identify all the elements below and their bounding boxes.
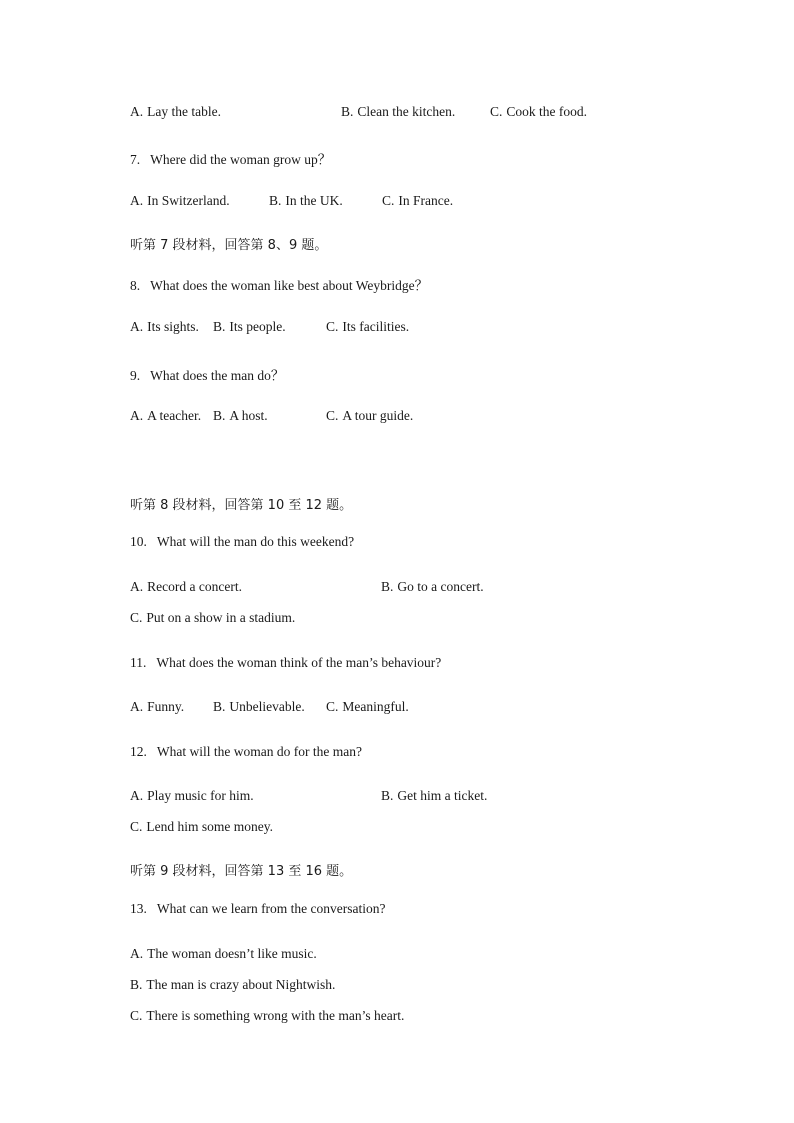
option-c (130, 819, 273, 835)
option-text: Get him a ticket. (397, 788, 488, 803)
option-letter: A. (130, 104, 144, 119)
option-letter: A. (130, 193, 144, 208)
question-10 (130, 534, 354, 550)
option-b (213, 699, 305, 715)
option-c (130, 610, 295, 626)
option-letter: A. (130, 319, 144, 334)
option-text: Lay the table. (147, 104, 221, 119)
option-text: Cook the food. (506, 104, 588, 119)
option-text: Play music for him. (147, 788, 254, 803)
option-text: Meaningful. (342, 699, 409, 714)
option-letter: A. (130, 788, 144, 803)
option-text: There is something wrong with the man’s heart. (146, 1008, 405, 1023)
option-letter: B. (381, 788, 394, 803)
option-b (341, 104, 455, 120)
option-letter: C. (130, 819, 143, 834)
option-b (381, 788, 487, 804)
option-text: A teacher. (147, 408, 202, 423)
option-letter: C. (326, 699, 339, 714)
option-letter: C. (382, 193, 395, 208)
option-c (130, 1008, 404, 1024)
option-letter: B. (130, 977, 143, 992)
option-b (130, 977, 335, 993)
question-9 (130, 364, 284, 384)
option-c (326, 699, 409, 715)
question-number: 9. (130, 368, 141, 383)
option-a (130, 788, 254, 804)
option-text: The man is crazy about Nightwish. (146, 977, 336, 992)
option-c (326, 319, 409, 335)
option-text: Unbelievable. (229, 699, 305, 714)
question-12 (130, 744, 362, 760)
option-b (381, 579, 484, 595)
option-text: In the UK. (285, 193, 343, 208)
question-number: 7. (130, 152, 141, 167)
option-letter: C. (130, 610, 143, 625)
option-c (326, 408, 413, 424)
option-a (130, 579, 242, 595)
option-letter: A. (130, 408, 144, 423)
option-text: A tour guide. (342, 408, 414, 423)
option-b (213, 408, 268, 424)
question-text: What does the man do？ (150, 368, 285, 383)
option-letter: B. (213, 319, 226, 334)
option-a (130, 319, 199, 335)
option-letter: A. (130, 946, 144, 961)
option-a (130, 193, 230, 209)
question-text: What can we learn from the conversation? (156, 901, 386, 916)
option-letter: C. (326, 319, 339, 334)
option-text: The woman doesn’t like music. (147, 946, 317, 961)
option-letter: B. (269, 193, 282, 208)
section-heading: 听第 8 段材料，回答第 10 至 12 题。 (130, 498, 353, 513)
option-a (130, 946, 317, 962)
option-text: Clean the kitchen. (357, 104, 456, 119)
question-7 (130, 148, 331, 168)
question-number: 13. (130, 901, 147, 916)
question-13 (130, 901, 386, 917)
option-c (490, 104, 587, 120)
option-text: Go to a concert. (397, 579, 484, 594)
option-letter: C. (490, 104, 503, 119)
option-b (269, 193, 343, 209)
option-a (130, 699, 184, 715)
question-text: What will the woman do for the man? (156, 744, 362, 759)
option-letter: B. (381, 579, 394, 594)
option-text: In Switzerland. (147, 193, 230, 208)
option-text: Put on a show in a stadium. (146, 610, 296, 625)
option-a (130, 104, 221, 120)
option-letter: B. (213, 408, 226, 423)
option-text: A host. (229, 408, 268, 423)
question-number: 8. (130, 278, 141, 293)
question-8 (130, 274, 428, 294)
option-text: Funny. (147, 699, 185, 714)
option-text: Lend him some money. (146, 819, 273, 834)
option-b (213, 319, 286, 335)
option-letter: B. (213, 699, 226, 714)
question-text: What does the woman like best about Weybridge？ (150, 278, 429, 293)
question-text: What does the woman think of the man’s behaviour? (156, 655, 442, 670)
option-c (382, 193, 453, 209)
question-number: 11. (130, 655, 147, 670)
option-letter: C. (326, 408, 339, 423)
section-heading: 听第 7 段材料，回答第 8、9 题。 (130, 238, 328, 253)
question-number: 12. (130, 744, 147, 759)
question-text: Where did the woman grow up？ (150, 152, 332, 167)
question-number: 10. (130, 534, 147, 549)
question-text: What will the man do this weekend? (156, 534, 355, 549)
question-11 (130, 655, 441, 671)
option-letter: C. (130, 1008, 143, 1023)
option-text: Its sights. (147, 319, 199, 334)
option-text: Record a concert. (147, 579, 242, 594)
option-text: Its facilities. (342, 319, 410, 334)
option-letter: B. (341, 104, 354, 119)
option-letter: A. (130, 699, 144, 714)
option-letter: A. (130, 579, 144, 594)
option-text: In France. (398, 193, 454, 208)
section-heading: 听第 9 段材料，回答第 13 至 16 题。 (130, 864, 353, 879)
option-text: Its people. (229, 319, 286, 334)
option-a (130, 408, 201, 424)
